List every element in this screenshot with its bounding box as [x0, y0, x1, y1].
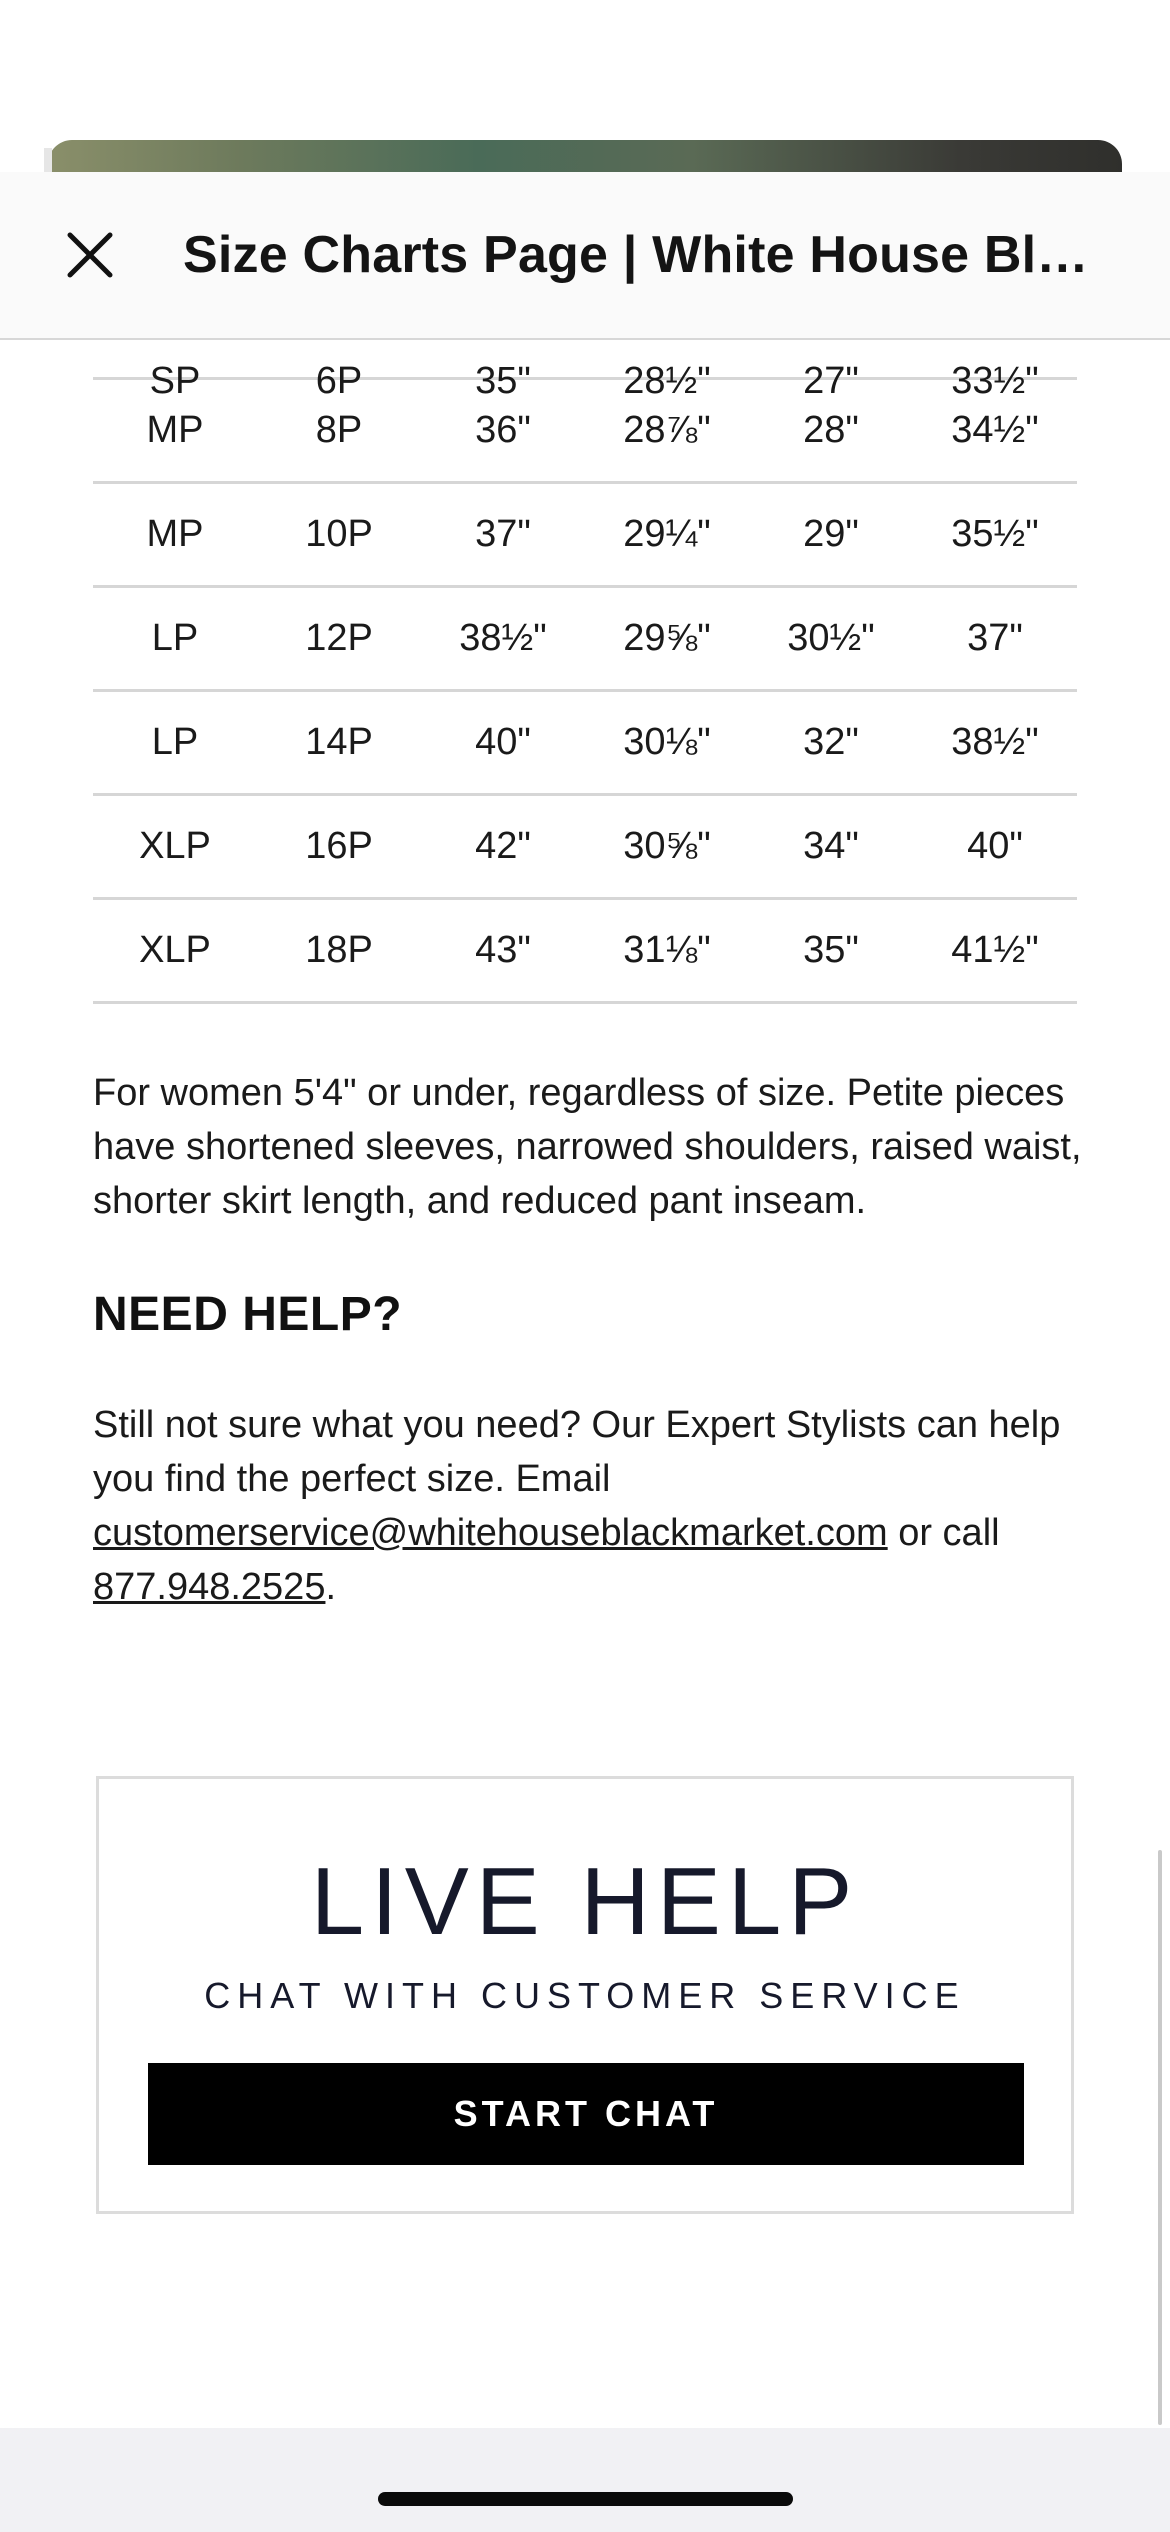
- table-cell: MP: [146, 409, 204, 451]
- table-cell: 34": [803, 825, 859, 867]
- table-cell: 34½": [951, 409, 1039, 451]
- table-cell: 33½": [951, 360, 1039, 402]
- table-cell: 8P: [315, 409, 363, 451]
- table-cell: 30½": [787, 617, 875, 659]
- table-cell: 31⅛": [623, 929, 711, 971]
- table-cell: 29⅝": [623, 617, 711, 659]
- table-cell: XLP: [139, 929, 211, 971]
- table-cell: 29": [803, 513, 859, 555]
- table-cell: 32": [803, 721, 859, 763]
- table-cell: 37": [475, 513, 531, 555]
- table-cell: 12P: [305, 617, 373, 659]
- home-indicator[interactable]: [378, 2492, 793, 2506]
- table-cell: XLP: [139, 825, 211, 867]
- table-row: [93, 900, 1077, 1004]
- table-cell: 35": [475, 360, 531, 402]
- table-cell: 30⅝": [623, 825, 711, 867]
- close-icon: [66, 231, 114, 279]
- table-cell: 28⅞": [623, 409, 711, 451]
- table-cell: 27": [803, 360, 859, 402]
- help-text-end: .: [325, 1566, 337, 1608]
- table-cell: 40": [967, 825, 1023, 867]
- help-text: [93, 1398, 1093, 1614]
- table-cell: MP: [146, 513, 204, 555]
- home-indicator-area: [0, 2428, 1170, 2532]
- table-cell: 35½": [951, 513, 1039, 555]
- size-chart-table: [93, 340, 1077, 1004]
- table-cell: SP: [149, 360, 201, 402]
- table-row: [93, 588, 1077, 692]
- table-cell: 29¼": [623, 513, 711, 555]
- table-cell: 38½": [951, 721, 1039, 763]
- table-cell: 10P: [305, 513, 373, 555]
- table-cell: 16P: [305, 825, 373, 867]
- table-row: [93, 484, 1077, 588]
- start-chat-button[interactable]: START CHAT: [148, 2063, 1024, 2165]
- table-cell: 43": [475, 929, 531, 971]
- table-cell: 14P: [305, 721, 373, 763]
- table-cell: 36": [475, 409, 531, 451]
- table-cell: 35": [803, 929, 859, 971]
- table-cell: 38½": [459, 617, 547, 659]
- table-cell: 42": [475, 825, 531, 867]
- table-cell: 6P: [315, 360, 363, 402]
- scrollbar[interactable]: [1158, 1850, 1162, 2425]
- close-button[interactable]: [58, 223, 122, 287]
- table-row: [93, 692, 1077, 796]
- page-title: Size Charts Page | White House Bl…: [183, 226, 1089, 284]
- email-link[interactable]: customerservice@whitehouseblackmarket.com: [93, 1512, 888, 1554]
- table-row: [93, 340, 1077, 402]
- table-cell: 28": [803, 409, 859, 451]
- live-help-subtitle: CHAT WITH CUSTOMER SERVICE: [204, 1975, 966, 2016]
- need-help-heading: NEED HELP?: [93, 1288, 403, 1341]
- table-cell: 30⅛": [623, 721, 711, 763]
- table-cell: 40": [475, 721, 531, 763]
- table-row: [93, 796, 1077, 900]
- table-cell: 28½": [623, 360, 711, 402]
- live-help-title: LIVE HELP: [310, 1848, 860, 1955]
- phone-link[interactable]: 877.948.2525: [93, 1566, 326, 1608]
- table-cell: 37": [967, 617, 1023, 659]
- petite-note: For women 5'4" or under, regardless of size. Petite pieces have shortened sleeves, narrowed shoulders, raised waist, shorter skirt length, and reduced pant inseam.: [93, 1072, 1082, 1222]
- help-text-intro: Still not sure what you need? Our Expert Stylists can help you find the perfect size. Email: [93, 1404, 1061, 1500]
- sheet-header: [0, 172, 1170, 340]
- live-help-card: [96, 1776, 1074, 2214]
- help-text-middle: or call: [887, 1512, 1000, 1554]
- table-cell: LP: [151, 617, 199, 659]
- table-cell: 18P: [305, 929, 373, 971]
- table-cell: LP: [151, 721, 199, 763]
- table-cell: 41½": [951, 929, 1039, 971]
